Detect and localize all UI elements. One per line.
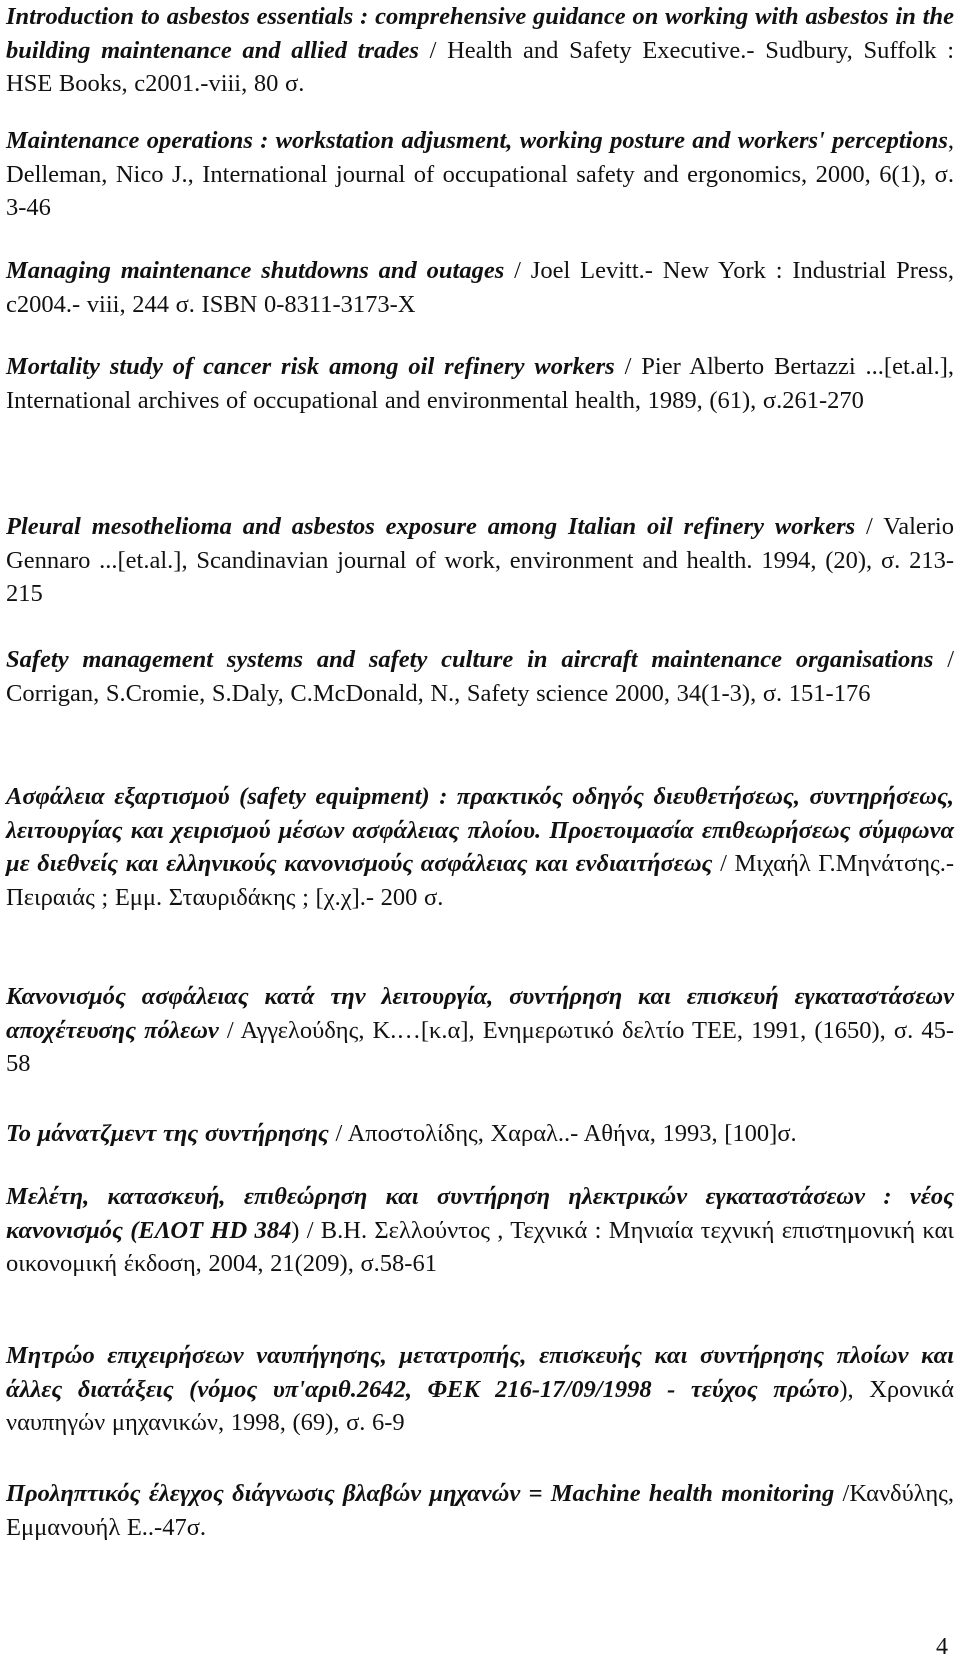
entry-details: / Corrigan, S.Cromie, S.Daly, C.McDonald, N., Safety science 2000, 34(1-3), σ. 151-176 <box>6 646 955 707</box>
entry-details: ), Χρονικά ναυπηγών μηχανικών, 1998, (69), σ. 6-9 <box>6 1375 954 1437</box>
bibliography-entry <box>6 780 954 914</box>
entry-title: Maintenance operations : workstation adjusment, working posture and workers' perceptions <box>6 127 948 154</box>
entry-title: Safety management systems and safety culture in aircraft maintenance organisations <box>6 646 934 673</box>
bibliography-entry <box>6 124 954 225</box>
entry-title: Προληπτικός έλεγχος διάγνωσις βλαβών μηχανών = Machine health monitoring <box>6 1480 835 1507</box>
bibliography-entry <box>6 350 954 417</box>
entry-title: Κανονισμός ασφάλειας κατά την λειτουργία, συντήρηση και επισκευή εγκαταστάσεων αποχέτευσης πόλεων <box>6 983 954 1044</box>
entry-details: / Αποστολίδης, Χαραλ..- Αθήνα, 1993, [100]σ. <box>328 1120 797 1147</box>
entry-details: / Μιχαήλ Γ.Μηνάτσης.- Πειραιάς ; Εμμ. Σταυριδάκης ; [χ.χ].- 200 σ. <box>6 850 954 911</box>
entry-title: Το μάνατζμεντ της συντήρησης <box>6 1120 329 1147</box>
bibliography-entry <box>6 1339 954 1440</box>
entry-details: / Pier Alberto Bertazzi ...[et.al.], International archives of occupational and environmental health, 1989, (61), σ.261-270 <box>6 353 954 414</box>
bibliography-entry <box>6 510 954 611</box>
bibliography-entry <box>6 643 954 710</box>
bibliography-entry <box>6 980 954 1081</box>
bibliography-entry <box>6 0 954 101</box>
entry-title: Mortality study of cancer risk among oil refinery workers <box>6 353 615 380</box>
bibliography-entry <box>6 1180 954 1281</box>
entry-title: Introduction to asbestos essentials : comprehensive guidance on working with asbestos in the building maintenance and allied trades <box>6 3 954 64</box>
entry-details: / Health and Safety Executive.- Sudbury, Suffolk : HSE Books, c2001.-viii, 80 σ. <box>6 36 955 98</box>
entry-title: Managing maintenance shutdowns and outages <box>6 257 505 284</box>
entry-details: / Αγγελούδης, Κ.…[κ.α], Ενημερωτικό δελτίο ΤΕΕ, 1991, (1650), σ. 45-58 <box>6 1016 954 1078</box>
bibliography-entry <box>6 1477 954 1544</box>
entry-details: , Delleman, Nico J., International journal of occupational safety and ergonomics, 2000, 6(1), σ. 3-46 <box>6 127 954 222</box>
bibliography-entry <box>6 254 954 321</box>
entry-title: Pleural mesothelioma and asbestos exposure among Italian oil refinery workers <box>6 513 856 540</box>
entry-title: Μελέτη, κατασκευή, επιθεώρηση και συντήρηση ηλεκτρικών εγκαταστάσεων : νέος κανονισμός (ΕΛΟΤ HD 384 <box>6 1183 954 1244</box>
entry-details: /Κανδύλης, Εμμανουήλ Ε..-47σ. <box>6 1480 955 1541</box>
entry-details: / Valerio Gennaro ...[et.al.], Scandinavian journal of work, environment and health. 1994, (20), σ. 213-215 <box>6 513 954 608</box>
entry-title: Ασφάλεια εξαρτισμού (safety equipment) : πρακτικός οδηγός διευθετήσεως, συντηρήσεως, λειτουργίας και χειρισμού μέσων ασφάλειας πλοίου. Προετοιμασία επιθεωρήσεως σύμφωνα με διεθνείς και ελληνικούς κανονισμούς ασφάλειας και ενδιαιτήσεως <box>6 783 954 878</box>
entry-details: ) / Β.Η. Σελλούντος , Τεχνικά : Μηνιαία τεχνική επιστημονική και οικονομική έκδοση, 2004, 21(209), σ.58-61 <box>6 1216 954 1278</box>
entry-title: Μητρώο επιχειρήσεων ναυπήγησης, μετατροπής, επισκευής και συντήρησης πλοίων και άλλες διατάξεις (νόμος υπ'αριθ.2642, ΦΕΚ 216-17/09/1998 - τεύχος πρώτο <box>6 1342 954 1403</box>
page-number: 4 <box>936 1634 948 1660</box>
entry-details: / Joel Levitt.- New York : Industrial Press, c2004.- viii, 244 σ. ISBN 0-8311-3173-X <box>6 257 955 318</box>
bibliography-entry <box>6 1117 954 1151</box>
